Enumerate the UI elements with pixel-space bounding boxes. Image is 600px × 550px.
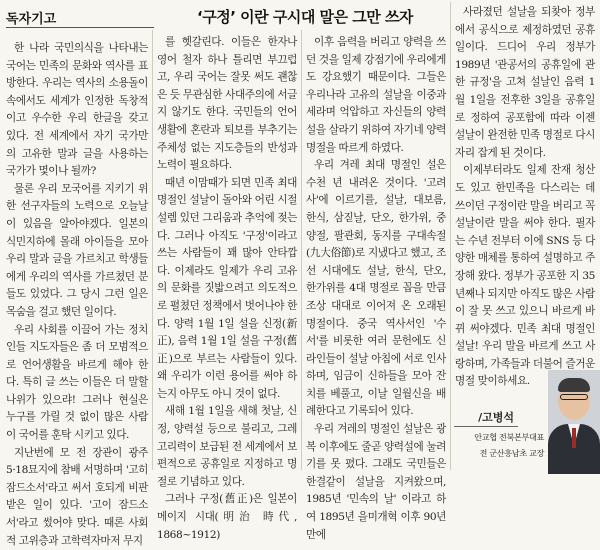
paragraph: 한 나라 국민의식을 나타내는 국어는 민족의 문화와 역사를 표방한다. 우리는 역사의 소용돌이 속에서도 세계가 인정한 독창적이고 우수한 우리 한글을 갖고 있다. 전 세계에서 자기 국가만의 고유한 말과 글을 사용하는 국가가 몇이나 될까? bbox=[6, 42, 148, 178]
column-divider bbox=[301, 30, 302, 470]
paragraph: 새해 1월 1일을 새해 첫날, 신정, 양력설 등으로 불리고, 그레고리력이 보급된 전 세계에서 보편적으로 공휴일로 지정하고 명절로 기념하고 있다. bbox=[157, 405, 297, 488]
author-rule bbox=[454, 426, 518, 427]
article-column-1 bbox=[6, 40, 148, 547]
author-photo bbox=[548, 370, 600, 471]
paragraph: 우리 겨레 최대 명절인 설은 수천 년 내려온 것이다. '고려사'에 이르기를, 설날, 대보름, 한식, 삼짇날, 단오, 한가위, 중양절, 팔관회, 동지를 구대속절(九大俗節)로 지냈다고 했고, 조선 시대에도 설날, 한식, 단오, 한가위를 4대 명절로 꼽을 만큼 조상 대대로 이어져 온 오래된 명절이다. 중국 역사서인 '수서'를 비롯한 여러 문헌에도 신라인들이 설날 아침에 서로 인사하며, 임금이 신하들을 모아 잔치를 베풀고, 이날 일월신을 배례한다고 기록되어 있다. bbox=[306, 159, 446, 418]
article-column-2 bbox=[157, 34, 297, 541]
photo-glasses bbox=[560, 394, 588, 400]
paragraph: 물론 우리 모국어를 지키기 위한 선구자들의 노력으로 오늘날이 있음을 알아야겠다. 일본의 식민지하에 몰래 아이들을 모아 우리 말과 글을 가르치고 학생들에게 우리의 역사를 가르쳤던 분들도 있었다. 그 당시 그런 일은 목숨을 걸고 했던 일이다. bbox=[6, 182, 148, 318]
article-column-4 bbox=[455, 4, 595, 388]
photo-hair bbox=[558, 378, 590, 392]
author-former-title: 전 군산흥남초 교장 bbox=[479, 448, 544, 458]
article-headline: ‘구정’ 이란 구시대 말은 그만 쓰자 bbox=[197, 8, 413, 26]
paragraph: 그러나 구정(舊正)은 일본이 메이지 시대(明治 時代, 1868~1912) bbox=[157, 493, 297, 541]
author-box bbox=[452, 344, 600, 471]
section-rule bbox=[6, 27, 154, 28]
paragraph: 지난번에 모 전 장관이 광주 5·18묘지에 참배 서명하며 '고히 잠드소서'라고 써서 호되게 비판받은 일이 있다. '고이 잠드소서'라고 썼어야 맞다. 때론 사회적 고위층과 고학력자마저 무지 bbox=[6, 446, 148, 547]
author-name: /고병석 bbox=[478, 411, 514, 424]
column-divider bbox=[152, 30, 153, 470]
paragraph: 때년 이맘때가 되면 민족 최대 명절인 설날이 돌아와 어린 시절 설렘 있던 그리움과 추억에 젖는다. 그러나 아직도 '구정'이라고 쓰는 사람들이 꽤 많아 안타깝다. 이제라도 일제가 우리 고유의 문화를 짓밟으려고 의도적으로 펼쳤던 정책에서 벗어나야 한다. 양력 1월 1일 설을 신정(新正), 음력 1월 1일 설을 구정(舊正)으로 부르는 사람들이 있다. 왜 우리가 이런 용어를 써야 하는지 아무도 아니 것이 없다. bbox=[157, 176, 297, 400]
column-divider bbox=[450, 2, 451, 470]
photo-tie bbox=[572, 428, 576, 448]
article-column-3 bbox=[306, 34, 446, 541]
paragraph: 사라졌던 설날을 되찾아 정부에서 공식으로 제정하였던 공휴일이다. 드디어 우리 정부가 1989년 '관공서의 공휴일에 관한 규정'을 고쳐 설날인 음력 1월 1일을 전후한 3일을 공휴일로 정하여 공포함에 따라 이젠 설날이 완전한 민족 명절로 다시 자리 잡게 된 것이다. bbox=[455, 6, 595, 159]
paragraph: 우리 사회를 이끌어 가는 정치인들 지도자들은 좀 더 모범적으로 언어생활을 바르게 해야 한다. 특히 글 쓰는 이들은 더 말할 나위가 있으랴! 그러나 현실은 누구를 가릴 것 없이 많은 사람이 국어를 훈탁 시키고 있다. bbox=[6, 323, 148, 442]
paragraph: 이제부터라도 일제 잔재 청산도 있고 한민족을 다스리는 데 쓰이던 구정이란 말을 버리고 꼭 설날이란 말을 써야 한다. 필자는 수년 전부터 이에 SNS 등 다양한 매체를 통하여 설명하고 주장해 왔다. 정부가 공포한 지 35년째나 되지만 아직도 많은 사람이 잘 못 쓰고 있으니 바르게 바뀌 써야겠다. 민족 최대 명절인 설날! 우리 말을 바르게 쓰고 사랑하며, 가족들과 더불어 즐거운 명절 맞이하세요. bbox=[455, 164, 595, 388]
author-title: 안교협 전북본부대표 bbox=[474, 432, 544, 442]
paragraph: 이후 음력을 버리고 양력을 쓰던 것을 일제 강점기에 우리에게도 강요했기 때문이다. 그들은 우리나라 고유의 설날을 이중과세라며 억압하고 자신들의 양력 설을 살라기 위하여 자기네 양력 명절을 따르게 하였다. bbox=[306, 36, 446, 154]
paragraph: 를 헷갈린다. 이들은 한자나 영어 철자 하나 틀리면 부끄럽고, 우리 국어는 잘못 써도 괜찮은 듯 무관심한 사대주의에 서글지 않기도 한다. 국민들의 언어생활에 혼란과 퇴보를 부추기는 주체성 없는 지도층들의 반성과 노력이 필요하다. bbox=[157, 36, 297, 172]
section-label: 독자기고 bbox=[6, 12, 57, 27]
paragraph: 우리 겨레의 명절인 설날은 광복 이후에도 줄곧 양력설에 눌려 기를 못 폈다. 그래도 국민들은 한결같이 설날을 지켜왔으며, 1985년 '민속의 날' 이라고 하여 1895년 을미개혁 이후 90년 만에 bbox=[306, 423, 446, 541]
